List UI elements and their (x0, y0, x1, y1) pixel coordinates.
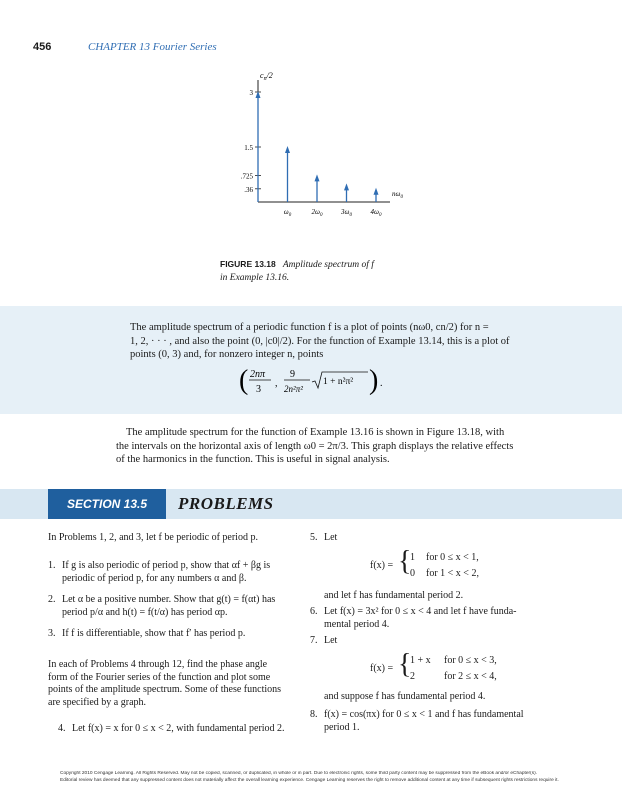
caption-label: FIGURE 13.18 (220, 259, 276, 269)
intro-problems-1-3: In Problems 1, 2, and 3, let f be periodic of period p. (48, 532, 258, 543)
problem-5-case1-cond: for 0 ≤ x < 1, (426, 552, 479, 563)
problem-2-line1: Let α be a positive number. Show that g(t) = f(αt) has (62, 594, 276, 605)
problem-5-number: 5. (310, 532, 318, 543)
x-ticks (284, 208, 382, 218)
y-tick-label: .725 (240, 172, 253, 181)
para-line2: the intervals on the horizontal axis of length ω0 = 2π/3. This graph displays the relative effects (116, 440, 514, 452)
intro2-line2: form of the Fourier series of the function and plot some (48, 671, 271, 683)
svg-text:cn/2 (260, 71, 273, 82)
problem-2-number: 2. (48, 594, 56, 605)
y-axis-label-rest: /2 (266, 71, 273, 80)
formula-period: . (380, 378, 383, 389)
definition-line2: 1, 2, · · · , and also the point (0, |c0|/2). For the function of Example 13.14, this is a plot of (130, 335, 510, 347)
page-number: 456 (33, 41, 52, 53)
problem-2-line2: period p/α and h(t) = f(t/α) has period αp. (62, 606, 228, 618)
definition-line1: The amplitude spectrum of a periodic function f is a plot of points (nω0, cn/2) for n = (130, 322, 489, 333)
x-axis-label (392, 190, 403, 200)
amplitude-spectrum-chart (220, 62, 420, 222)
problem-3-line1: If f is differentiable, show that f′ has period p. (62, 628, 246, 639)
problem-5-case2-val: 0 (410, 568, 415, 579)
problem-1-line1: If g is also periodic of period p, show that αf + βg is (62, 560, 271, 571)
figure-caption (220, 258, 480, 285)
x-tick-label: $2\omega_0$ (311, 208, 323, 218)
formula-den2: 2n²π² (284, 384, 303, 394)
problem-5-case1-val: 1 (410, 552, 415, 563)
formula-num1: 2nπ (250, 369, 266, 380)
problem-7-number: 7. (310, 635, 318, 646)
intro-problems-4-12 (48, 659, 288, 709)
intro2-line3: points of the amplitude spectrum. Some of these functions (48, 684, 282, 695)
formula-comma: , (275, 378, 278, 389)
formula-sqrt: 1 + n²π² (323, 377, 354, 387)
body-paragraph (116, 426, 538, 467)
right-paren: ) (369, 365, 379, 396)
problem-5-brace: { (398, 546, 412, 577)
problem-1-line2: periodic of period p, for any numbers α and β. (62, 572, 247, 584)
running-head: CHAPTER 13 Fourier Series (88, 41, 217, 53)
y-axis-label (260, 71, 273, 82)
footer-line2: Editorial review has deemed that any suppressed content does not materially affect the overall learning experience. Cengage Learning reserves the right to remove additional content at any time if subsequent rights restrictions require it. (60, 777, 559, 783)
intro2-line1: In each of Problems 4 through 12, find the phase angle (48, 659, 268, 670)
spectrum-bars (256, 91, 379, 202)
definition-line3: points (0, 3) and, for nonzero integer n, points (130, 349, 324, 360)
problem-4-line1: Let f(x) = x for 0 ≤ x < 2, with fundamental period 2. (72, 723, 285, 734)
problem-7-lhs: f(x) = (370, 663, 394, 674)
problem-7-lead: Let (324, 635, 338, 646)
left-paren: ( (239, 365, 249, 396)
spectrum-arrowhead (315, 174, 320, 181)
problem-5-lhs: f(x) = (370, 560, 394, 571)
spectrum-point-formula (0, 364, 622, 400)
intro2-line4: are specified by a graph. (48, 696, 147, 708)
problem-6-number: 6. (310, 606, 318, 617)
section-number: SECTION 13.5 (48, 489, 166, 519)
formula-den1: 3 (256, 384, 261, 395)
x-tick-label: $3\omega_0$ (341, 208, 352, 218)
y-axis-label-main: c (260, 71, 264, 80)
x-tick-label: $4\omega_0$ (370, 208, 382, 218)
section-title: PROBLEMS (178, 494, 274, 513)
problem-8-number: 8. (310, 709, 318, 720)
y-tick-label: 3 (249, 89, 253, 97)
chart-axes (258, 80, 390, 202)
spectrum-arrowhead (285, 146, 290, 153)
problem-7-case2-val: 2 (410, 671, 415, 682)
copyright-footer (60, 771, 570, 784)
para-line1: The amplitude spectrum for the function of Example 13.16 is shown in Figure 13.18, with (126, 427, 505, 438)
caption-line1: Amplitude spectrum of f (282, 260, 374, 270)
formula-num2: 9 (290, 369, 295, 380)
problem-3-number: 3. (48, 628, 56, 639)
problem-7-brace: { (398, 649, 412, 680)
y-tick-label: .36 (244, 185, 253, 194)
footer-line1: Copyright 2010 Cengage Learning. All Rights Reserved. May not be copied, scanned, or duplicated, in whole or in part. Due to electronic rights, some third party content may be suppressed from the eBook and/or eChapter(s). (60, 771, 538, 776)
y-axis-label-sub: n (263, 76, 267, 82)
problem-6-line1: Let f(x) = 3x² for 0 ≤ x < 4 and let f have funda- (324, 606, 517, 617)
problem-1-number: 1. (48, 560, 56, 571)
spectrum-arrowhead (344, 183, 349, 190)
problem-7-tail: and suppose f has fundamental period 4. (324, 691, 486, 702)
problem-6-line2: mental period 4. (324, 618, 390, 630)
x-axis-label-sub: 0 (400, 195, 403, 200)
problem-5-tail: and let f has fundamental period 2. (324, 590, 464, 601)
problem-8-line1: f(x) = cos(πx) for 0 ≤ x < 1 and f has fundamental (324, 709, 524, 720)
problem-7-case2-cond: for 2 ≤ x < 4, (444, 671, 497, 682)
spectrum-arrowhead (374, 188, 379, 195)
problem-4-number: 4. (58, 723, 66, 734)
x-axis-label-main: nω (392, 190, 401, 198)
caption-line2: in Example 13.16. (220, 273, 290, 283)
problem-8-line2: period 1. (324, 721, 360, 733)
problem-7-case1-cond: for 0 ≤ x < 3, (444, 655, 497, 666)
problem-7-case1-val: 1 + x (410, 655, 431, 666)
x-tick-label: $\omega_0$ (283, 208, 292, 218)
y-tick-label: 1.5 (244, 144, 253, 152)
problem-5-lead: Let (324, 532, 338, 543)
problem-5-case2-cond: for 1 < x < 2, (426, 568, 479, 579)
definition-text (130, 321, 538, 362)
para-line3: of the harmonics in the function. This is useful in signal analysis. (116, 454, 390, 465)
